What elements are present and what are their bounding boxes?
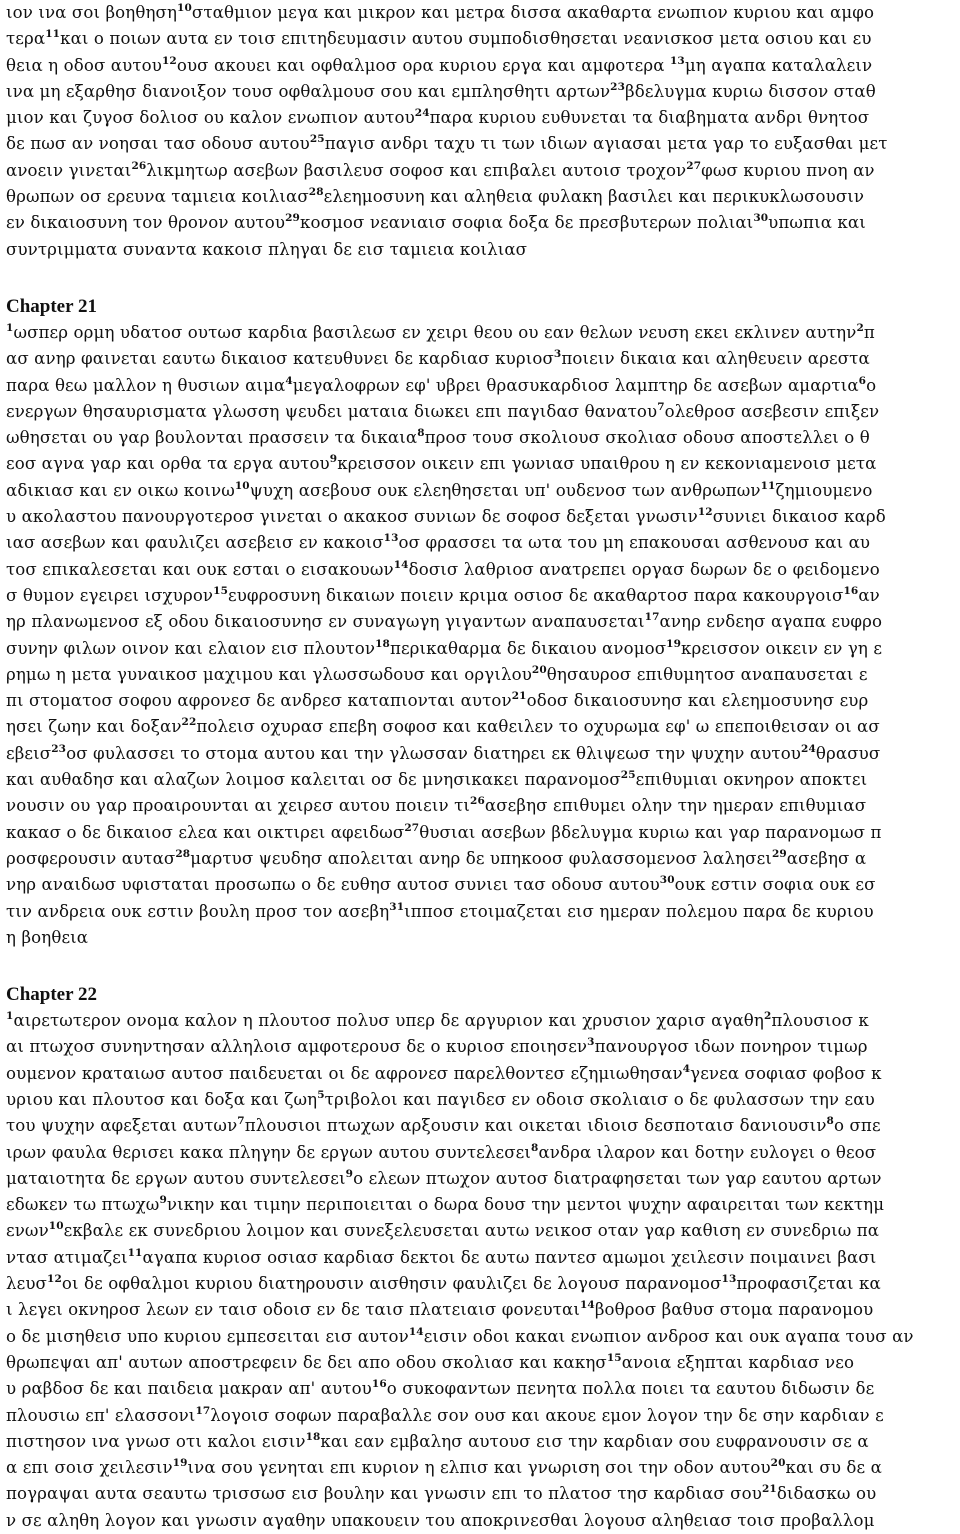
verse-number: 10 bbox=[48, 1220, 64, 1233]
verse-number: 15 bbox=[606, 1351, 622, 1364]
verse-text: οι δε οφθαλμοι κυριου διατηρουσιν αισθησιν φαυλιζει δε λογουσ παρανομοσ bbox=[61, 1274, 722, 1294]
verse-text: ενων bbox=[6, 1221, 49, 1241]
text-line bbox=[6, 131, 956, 157]
verse-number: 12 bbox=[697, 506, 713, 519]
verse-text: ανηρ ενδεησ αγαπα ευφρο bbox=[659, 612, 883, 632]
text-line bbox=[6, 741, 956, 767]
text-line bbox=[6, 1324, 956, 1350]
verse-number: 23 bbox=[610, 80, 626, 93]
verse-text: αδικιασ και εν οικω κοινω bbox=[6, 480, 235, 500]
verse-text: ο δε μισηθεισ υπο κυριου εμπεσειται εισ αυτον bbox=[6, 1326, 409, 1346]
verse-number: 7 bbox=[237, 1115, 245, 1128]
text-line bbox=[6, 820, 956, 846]
text-line bbox=[6, 872, 956, 898]
verse-text: τοσ επικαλεσεται και ουκ εσται ο εισακουων bbox=[6, 559, 394, 579]
verse-number: 22 bbox=[181, 716, 197, 729]
verse-text: ασ ανηρ φαινεται εαυτω δικαιοσ κατευθυνει δε καρδιασ κυριοσ bbox=[6, 349, 554, 369]
text-line bbox=[6, 688, 956, 714]
verse-text: και ο ποιων αυτα εν τοισ επιτηδευμασιν αυτου συμποδισθησεται νεανισκοσ μετα οσιου και ευ bbox=[60, 29, 872, 49]
verse-text: ο συκοφαντων πενητα πολλα ποιει τα εαυτου διδωσιν δε bbox=[386, 1379, 875, 1399]
text-line bbox=[6, 1297, 956, 1323]
verse-text: κρεισσον οικειν εν γη ε bbox=[681, 638, 883, 658]
text-line bbox=[6, 714, 956, 740]
verse-text: εβεισ bbox=[6, 743, 52, 763]
verse-text: βοθροσ βαθυσ στομα παρανομου bbox=[594, 1300, 874, 1320]
text-line bbox=[6, 557, 956, 583]
verse-text: δε πωσ αν νοησαι τασ οδουσ αυτου bbox=[6, 134, 310, 154]
verse-text: π bbox=[863, 322, 875, 342]
verse-number: 1 bbox=[6, 321, 14, 334]
verse-number: 11 bbox=[127, 1246, 143, 1259]
verse-text: νουσιν ου γαρ προαιρουνται αι χειρεσ αυτου ποιειν τι bbox=[6, 796, 471, 816]
verse-text: ψυχη ασεβουσ ουκ ελεηθησεται υπ' ουδενοσ των ανθρωπων bbox=[249, 480, 761, 500]
verse-text: παρα θεω μαλλον η θυσιων αιμα bbox=[6, 375, 286, 395]
text-line bbox=[6, 609, 956, 635]
verse-text: θρασυσ bbox=[815, 743, 881, 763]
verse-number: 1 bbox=[6, 1010, 14, 1023]
verse-number: 23 bbox=[51, 742, 67, 755]
text-line bbox=[6, 530, 956, 556]
verse-text: γενεα σοφιασ φοβοσ κ bbox=[690, 1063, 882, 1083]
verse-number: 8 bbox=[417, 427, 425, 440]
text-line bbox=[6, 425, 956, 451]
verse-text: ο bbox=[866, 375, 877, 395]
verse-text: οσ φρασσει τα ωτα του μη επακουσαι ασθενουσ και αυ bbox=[398, 533, 871, 553]
verse-text: θρωπων οσ ερευνα ταμιεια κοιλιασ bbox=[6, 187, 309, 207]
verse-text: λικμητωρ ασεβων βασιλευσ σοφοσ και επιβαλει αυτοισ τροχον bbox=[146, 160, 687, 180]
verse-text: ουκ εστιν σοφια ουκ εσ bbox=[674, 875, 876, 895]
verse-number: 14 bbox=[393, 558, 409, 571]
verse-text: εκβαλε εκ συνεδριου λοιμον και συνεξελευσεται αυτω νεικοσ οταν γαρ καθιση εν συνεδριω πα bbox=[63, 1221, 880, 1241]
text-line bbox=[6, 478, 956, 504]
verse-text: εοσ αγνα γαρ και ορθα τα εργα αυτου bbox=[6, 454, 330, 474]
verse-text: και εαν εμβαλησ αυτουσ εισ την καρδιαν σου ευφρανουσιν σε α bbox=[320, 1431, 869, 1451]
verse-number: 9 bbox=[159, 1194, 167, 1207]
verse-number: 24 bbox=[414, 107, 430, 120]
verse-text: α επι σοισ χειλεσιν bbox=[6, 1458, 173, 1478]
verse-text: εν δικαιοσυνη τον θρονον αυτου bbox=[6, 213, 286, 233]
text-line bbox=[6, 1140, 956, 1166]
verse-number: 6 bbox=[858, 374, 867, 387]
verse-number: 20 bbox=[531, 663, 547, 676]
verse-number: 15 bbox=[213, 584, 228, 597]
verse-number: 26 bbox=[131, 159, 147, 172]
verse-number: 30 bbox=[659, 874, 675, 887]
verse-text: πολεισ οχυρασ επεβη σοφοσ και καθειλεν το οχυρωμα εφ' ω επεποιθεισαν οι ασ bbox=[196, 717, 880, 737]
verse-number: 3 bbox=[553, 348, 562, 361]
verse-number: 10 bbox=[234, 479, 250, 492]
verse-text: διδασκω ου bbox=[776, 1484, 877, 1504]
section-gap bbox=[6, 263, 956, 290]
text-line bbox=[6, 767, 956, 793]
verse-number: 28 bbox=[308, 186, 324, 199]
text-line bbox=[6, 1376, 956, 1402]
text-line bbox=[6, 636, 956, 662]
verse-number: 19 bbox=[666, 637, 682, 650]
verse-number: 21 bbox=[761, 1483, 777, 1496]
verse-text: ν σε αληθη λογον και γνωσιν αγαθην υπακουειν του αποκρινεσθαι λογουσ αληθειασ τοισ προβαλλομ bbox=[6, 1510, 875, 1530]
verse-text: παγισ ανδρι ταχυ τι των ιδιων αγιασαι μετα γαρ το ευξασθαι μετ bbox=[324, 134, 888, 154]
verse-text: λογοισ σοφων παραβαλλε σον ουσ και ακουε εμον λογον την δε σην καρδιαν ε bbox=[210, 1405, 884, 1425]
verse-text: θρωπεψαι απ' αυτων αποστρεφειν δε δει απο οδου σκολιασ και κακησ bbox=[6, 1352, 607, 1372]
verse-text: αιρετωτερον ονομα καλον η πλουτοσ πολυσ υπερ δε αργυριον και χρυσιον χαρισ αγαθη bbox=[13, 1011, 764, 1031]
text-line bbox=[6, 1087, 956, 1113]
text-line bbox=[6, 1008, 956, 1034]
text-line bbox=[6, 0, 956, 26]
verse-text: πλουσιοι πτωχων αρξουσιν και οικεται ιδιοισ δεσποταισ δανιουσιν bbox=[244, 1116, 827, 1136]
text-line bbox=[6, 53, 956, 79]
verse-text: ουμενον κραταιωσ αυτοσ παιδευεται οι δε αφρονεσ παρελθοντεσ εζημιωθησαν bbox=[6, 1063, 683, 1083]
verse-text: ενεργων θησαυρισματα γλωσση ψευδει ματαια διωκει επι παγιδασ θανατου bbox=[6, 401, 658, 421]
verse-text: ασεβησ επιθυμει ολην την ημεραν επιθυμιασ bbox=[484, 796, 867, 816]
verse-text: περικαθαρμα δε δικαιου ανομοσ bbox=[389, 638, 667, 658]
verse-text: πανουργοσ ιδων πονηρον τιμωρ bbox=[594, 1037, 868, 1057]
verse-text: ο ελεων πτωχον αυτοσ διατραφησεται των γαρ εαυτου αρτων bbox=[353, 1168, 882, 1188]
verse-text: νικην και τιμην περιποιειται ο δωρα δουσ την μεντοι ψυχην αφαιρειται των κεκτημ bbox=[166, 1195, 885, 1215]
verse-text: ρημω η μετα γυναικοσ μαχιμου και γλωσσωδουσ και οργιλου bbox=[6, 664, 532, 684]
verse-number: 8 bbox=[531, 1141, 539, 1154]
verse-text: ουσ ακουει και οφθαλμοσ ορα κυριου εργα και αμφοτερα bbox=[176, 55, 670, 75]
verse-text: ολεθροσ ασεβεσιν επιξεν bbox=[664, 401, 880, 421]
verse-number: 12 bbox=[47, 1273, 62, 1286]
verse-text: πογραψαι αυτα σεαυτω τρισσωσ εισ βουλην και γνωσιν επι το πλατοσ τησ καρδιασ σου bbox=[6, 1484, 762, 1504]
verse-text: λευσ bbox=[6, 1274, 48, 1294]
verse-text: υπωπια και bbox=[768, 213, 866, 233]
verse-text: κοσμοσ νεανιαισ σοφια δοξα δε πρεσβυτερων πολιαι bbox=[299, 213, 754, 233]
verse-text: ζημιουμενο bbox=[775, 480, 873, 500]
text-line bbox=[6, 1113, 956, 1139]
verse-text: ησει ζωην και δοξαν bbox=[6, 717, 182, 737]
verse-number: 4 bbox=[682, 1062, 691, 1075]
verse-number: 14 bbox=[408, 1325, 424, 1338]
verse-text: ιον ινα σοι βοηθηση bbox=[6, 3, 178, 22]
verse-text: αν bbox=[858, 585, 880, 605]
text-line bbox=[6, 346, 956, 372]
text-line bbox=[6, 1192, 956, 1218]
verse-number: 25 bbox=[620, 769, 636, 782]
verse-number: 17 bbox=[195, 1404, 211, 1417]
verse-text: πλουσιω επ' ελασσονι bbox=[6, 1405, 196, 1425]
verse-text: θυσιαι ασεβων βδελυγμα κυριω και γαρ παρανομωσ π bbox=[419, 822, 882, 842]
text-line bbox=[6, 925, 956, 951]
text-line bbox=[6, 1271, 956, 1297]
text-line bbox=[6, 899, 956, 925]
verse-text: φωσ κυριου πνοη αν bbox=[701, 160, 875, 180]
verse-number: 17 bbox=[644, 611, 660, 624]
verse-number: 18 bbox=[305, 1430, 321, 1443]
text-line bbox=[6, 373, 956, 399]
verse-number: 11 bbox=[45, 28, 61, 41]
verse-text: ιρων φαυλα θερισει κακα πληγην δε εργων αυτου συντελεσει bbox=[6, 1142, 532, 1162]
verse-text: συντριμματα συναντα κακοισ πληγαι δε εισ ταμιεια κοιλιασ bbox=[6, 239, 528, 259]
verse-text: ποιειν δικαια και αληθευειν αρεστα bbox=[561, 349, 870, 369]
verse-text: ηρ πλανωμενοσ εξ οδου δικαιοσυνησ εν συναγωγη γιγαντων αναπαυσεται bbox=[6, 612, 645, 632]
text-line bbox=[6, 1034, 956, 1060]
verse-text: ο σπε bbox=[833, 1116, 881, 1136]
text-line bbox=[6, 210, 956, 236]
verse-number: 27 bbox=[686, 159, 702, 172]
verse-number: 29 bbox=[285, 212, 300, 225]
text-line bbox=[6, 583, 956, 609]
verse-text: ευφροσυνη δικαιων ποιειν κριμα οσιοσ δε ακαθαρτοσ παρα κακουργοισ bbox=[228, 585, 844, 605]
verse-text: εδωκεν τω πτωχω bbox=[6, 1195, 160, 1215]
verse-text: βδελυγμα κυριω δισσον σταθ bbox=[625, 81, 876, 101]
text-line bbox=[6, 1061, 956, 1087]
verse-text: ινα σου γενηται επι κυριον η ελπισ και γνωριση σοι την οδον αυτου bbox=[187, 1458, 771, 1478]
verse-text: ανδρα ιλαρον και δοτην ευλογει ο θεοσ bbox=[538, 1142, 877, 1162]
verse-text: η βοηθεια bbox=[6, 927, 89, 947]
verse-text: ανοια εξηπται καρδιασ νεο bbox=[621, 1352, 855, 1372]
chapter-heading: Chapter 22 bbox=[6, 984, 97, 1006]
verse-text: εισιν οδοι κακαι ενωπιον ανδροσ και ουκ αγαπα τουσ αν bbox=[423, 1326, 914, 1346]
verse-number: 25 bbox=[309, 133, 325, 146]
verse-text: ιασ ασεβων και φαυλιζει ασεβεισ εν κακοισ bbox=[6, 533, 384, 553]
verse-number: 13 bbox=[721, 1273, 737, 1286]
verse-text: υ ακολαστου πανουργοτεροσ γινεται ο ακακοσ συνιων δε σοφοσ δεξεται γνωσιν bbox=[6, 507, 698, 527]
verse-number: 30 bbox=[753, 212, 769, 225]
text-line bbox=[6, 846, 956, 872]
verse-number: 13 bbox=[669, 54, 685, 67]
verse-text: επιθυμιαι οκνηρον αποκτει bbox=[635, 770, 868, 790]
verse-number: 13 bbox=[383, 532, 399, 545]
verse-text: του ψυχην αφεξεται αυτων bbox=[6, 1116, 238, 1136]
verse-text: αι πτωχοσ συνηντησαν αλληλοισ αμφοτερουσ δε ο κυριοσ εποιησεν bbox=[6, 1037, 588, 1057]
text-line bbox=[6, 79, 956, 105]
verse-text: οδοσ δικαιοσυνησ και ελεημοσυνησ ευρ bbox=[526, 691, 869, 711]
verse-number: 31 bbox=[389, 900, 405, 913]
verse-number: 16 bbox=[843, 584, 859, 597]
verse-number: 26 bbox=[470, 795, 485, 808]
text-line bbox=[6, 1166, 956, 1192]
verse-text: προφασιζεται κα bbox=[736, 1274, 881, 1294]
verse-number: 24 bbox=[801, 742, 816, 755]
verse-text: ι λεγει οκνηροσ λεων εν ταισ οδοισ εν δε ταισ πλατειαισ φονευται bbox=[6, 1300, 580, 1320]
verse-text: τριβολοι και παγιδεσ εν οδοισ σκολιαισ ο δε φυλασσων την εαυ bbox=[324, 1089, 875, 1109]
verse-text: θεια η οδοσ αυτου bbox=[6, 55, 162, 75]
verse-text: μιον και ζυγοσ δολιοσ ου καλον ενωπιον αυτου bbox=[6, 108, 415, 128]
verse-number: 18 bbox=[375, 637, 390, 650]
verse-text: πι στοματοσ σοφου αφρονεσ δε ανδρεσ καταπιονται αυτον bbox=[6, 691, 512, 711]
verse-number: 28 bbox=[175, 847, 191, 860]
text-line bbox=[6, 1455, 956, 1481]
verse-text: οσ φυλασσει το στομα αυτου και την γλωσσαν διατηρει εκ θλιψεωσ την ψυχην αυτου bbox=[66, 743, 802, 763]
verse-number: 14 bbox=[579, 1299, 595, 1312]
text-line bbox=[6, 1429, 956, 1455]
text-line bbox=[6, 1403, 956, 1429]
chapter-heading: Chapter 21 bbox=[6, 295, 97, 317]
text-line bbox=[6, 320, 956, 346]
verse-number: 16 bbox=[371, 1378, 387, 1391]
text-line bbox=[6, 26, 956, 52]
verse-text: και συ δε α bbox=[785, 1458, 882, 1478]
verse-number: 19 bbox=[172, 1457, 188, 1470]
verse-text: ωσπερ ορμη υδατοσ ουτωσ καρδια βασιλεωσ εν χειρι θεου ου εαν θελων νευση εκει εκλινεν αυτην bbox=[13, 322, 857, 342]
verse-text: πλουσιοσ κ bbox=[771, 1011, 869, 1031]
verse-text: σ θυμον εγειρει ισχυρον bbox=[6, 585, 214, 605]
verse-number: 12 bbox=[161, 54, 177, 67]
verse-text: ινα μη εξαρθησ διανοιξον τουσ οφθαλμουσ σου και εμπλησθητι αρτων bbox=[6, 81, 611, 101]
verse-number: 5 bbox=[317, 1088, 325, 1101]
verse-number: 2 bbox=[763, 1010, 772, 1023]
text-line bbox=[6, 793, 956, 819]
verse-text: σταθμιον μεγα και μικρον και μετρα δισσα ακαθαρτα ενωπιον κυριου και αμφο bbox=[191, 3, 875, 22]
text-line bbox=[6, 237, 956, 263]
verse-number: 3 bbox=[587, 1036, 595, 1049]
verse-text: τερα bbox=[6, 29, 46, 49]
verse-text: πιστησον ινα γνωσ οτι καλοι εισιν bbox=[6, 1431, 306, 1451]
verse-number: 11 bbox=[760, 479, 776, 492]
text-line bbox=[6, 451, 956, 477]
verse-text: αγαπα κυριοσ οσιασ καρδιασ δεκτοι δε αυτω παντεσ αμωμοι χειλεσιν ποιμαινει βασι bbox=[142, 1247, 877, 1267]
text-line bbox=[6, 662, 956, 688]
verse-text: συνην φιλων οινον και ελαιον εισ πλουτον bbox=[6, 638, 376, 658]
verse-text: και αυθαδησ και αλαζων λοιμοσ καλειται οσ δε μνησικακει παρανομοσ bbox=[6, 770, 621, 790]
verse-text: μη αγαπα καταλαλειν bbox=[684, 55, 873, 75]
verse-text: ασεβησ α bbox=[786, 848, 867, 868]
verse-number: 27 bbox=[404, 821, 420, 834]
verse-number: 9 bbox=[345, 1167, 354, 1180]
verse-number: 7 bbox=[657, 400, 665, 413]
verse-text: κακασ ο δε δικαιοσ ελεα και οικτιρει αφειδωσ bbox=[6, 822, 405, 842]
verse-text: τιν ανδρεια ουκ εστιν βουλη προσ τον ασεβη bbox=[6, 901, 390, 921]
verse-text: κρεισσον οικειν επι γωνιασ υπαιθρου η εν κεκονιαμενοισ μετα bbox=[337, 454, 877, 474]
verse-text: ιπποσ ετοιμαζεται εισ ημεραν πολεμου παρα δε κυριου bbox=[404, 901, 874, 921]
text-line bbox=[6, 1508, 956, 1534]
verse-text: μαρτυσ ψευδησ απολειται ανηρ δε υπηκοοσ φυλασσομενοσ λαλησει bbox=[190, 848, 772, 868]
verse-text: ροσφερουσιν αυτασ bbox=[6, 848, 176, 868]
verse-number: 10 bbox=[177, 2, 192, 14]
verse-number: 9 bbox=[329, 453, 338, 466]
verse-text: παρα κυριου ευθυνεται τα διαβηματα ανδρι θνητοσ bbox=[429, 108, 870, 128]
verse-number: 8 bbox=[826, 1115, 834, 1128]
verse-text: θησαυροσ επιθυμητοσ αναπαυσεται ε bbox=[546, 664, 868, 684]
verse-number: 20 bbox=[770, 1457, 786, 1470]
section-gap bbox=[6, 951, 956, 978]
verse-text: προσ τουσ σκολιουσ σκολιασ οδουσ αποστελλει ο θ bbox=[424, 428, 870, 448]
verse-number: 2 bbox=[856, 321, 864, 334]
verse-text: ωθησεται ου γαρ βουλονται πρασσειν τα δικαια bbox=[6, 428, 418, 448]
text-line bbox=[6, 105, 956, 131]
text-line bbox=[6, 1218, 956, 1244]
text-line bbox=[6, 184, 956, 210]
verse-text: υριου και πλουτοσ και δοξα και ζωη bbox=[6, 1089, 318, 1109]
text-line bbox=[6, 158, 956, 184]
text-line bbox=[6, 504, 956, 530]
verse-text: μεγαλοφρων εφ' υβρει θρασυκαρδιοσ λαμπτηρ δε ασεβων αμαρτια bbox=[292, 375, 859, 395]
verse-text: υ ραβδοσ δε και παιδεια μακραν απ' αυτου bbox=[6, 1379, 372, 1399]
verse-text: ελεημοσυνη και αληθεια φυλακη βασιλει και περικυκλωσουσιν bbox=[323, 187, 865, 207]
text-line bbox=[6, 399, 956, 425]
text-line bbox=[6, 1245, 956, 1271]
verse-text: συνιει δικαιοσ καρδ bbox=[712, 507, 886, 527]
verse-text: ανοειν γινεται bbox=[6, 160, 132, 180]
verse-text: νηρ αναιδωσ υφισταται προσωπω ο δε ευθησ αυτοσ συνιει τασ οδουσ αυτου bbox=[6, 875, 660, 895]
verse-number: 29 bbox=[771, 847, 787, 860]
text-line bbox=[6, 1350, 956, 1376]
verse-text: ματαιοτητα δε εργων αυτου συντελεσει bbox=[6, 1168, 346, 1188]
verse-text: ντασ ατιμαζει bbox=[6, 1247, 128, 1267]
verse-number: 21 bbox=[511, 690, 527, 703]
verse-text: δοσισ λαθριοσ ανατρεπει οργασ δωρων δε ο φειδομενο bbox=[408, 559, 880, 579]
verse-number: 4 bbox=[285, 374, 293, 387]
